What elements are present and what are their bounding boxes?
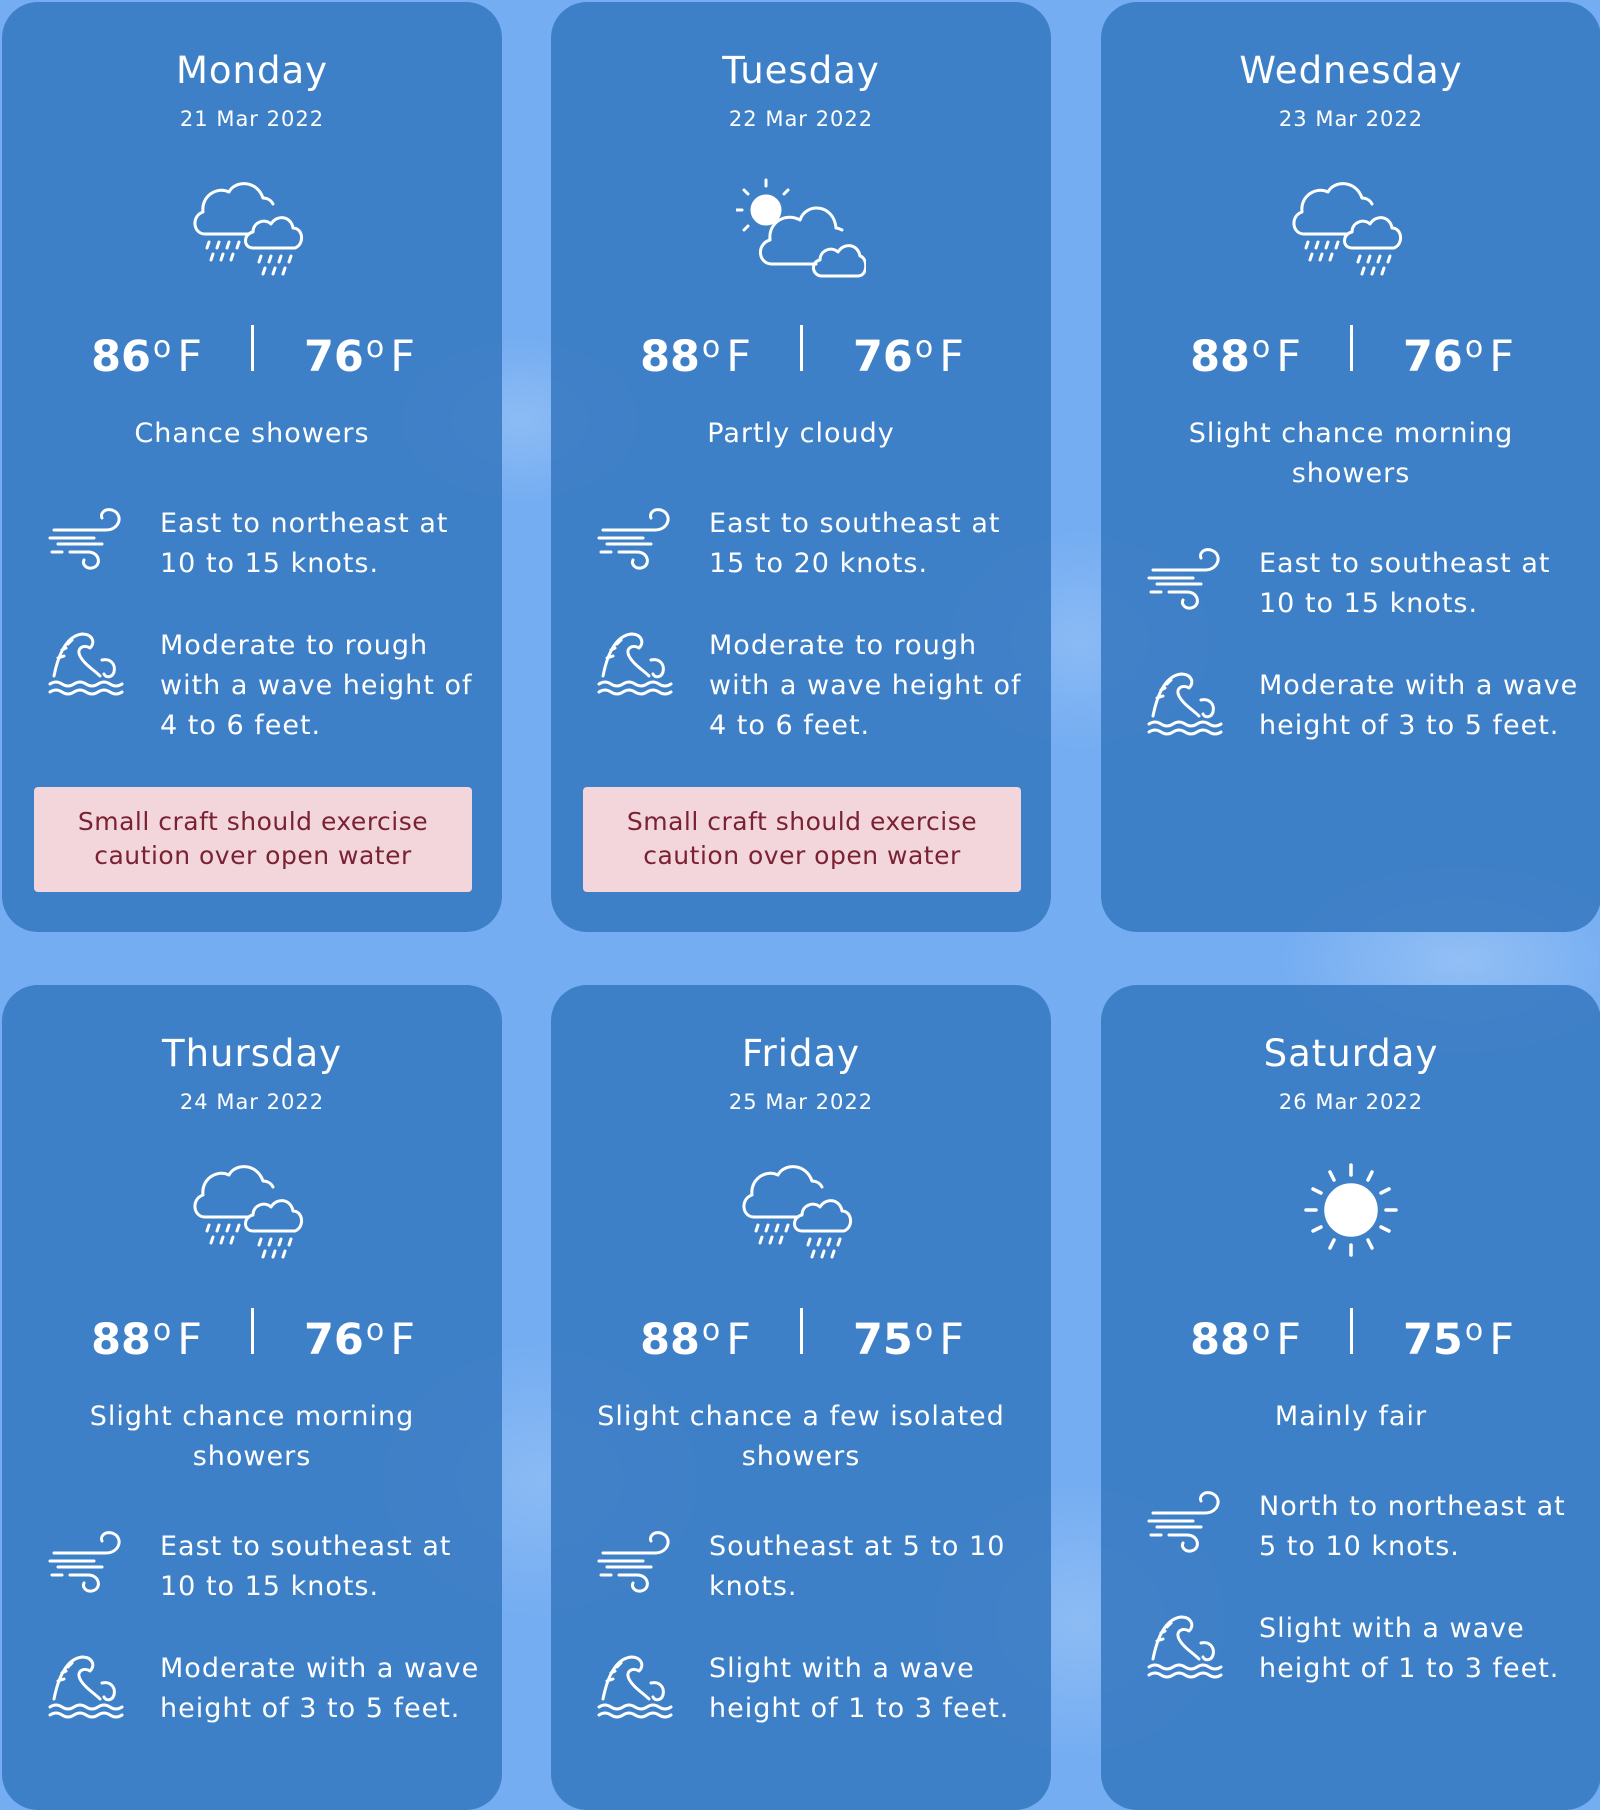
wind-icon [1147,1487,1225,1559]
forecast-card-thursday [2,985,502,1810]
wave-info [591,626,1031,741]
wave-text: Moderate with a wave height of 3 to 5 feet. [1259,670,1579,741]
temperature-range [551,1303,1051,1365]
forecast-date: 26 Mar 2022 [1278,1090,1424,1114]
day-name: Wednesday [1239,49,1463,92]
wind-text: East to southeast at 15 to 20 knots. [709,508,1001,579]
day-name: Friday [741,1032,861,1075]
condition-text: Mainly fair [1274,1401,1428,1432]
wind-info [1141,544,1581,644]
temperature-range [2,1303,502,1365]
temperature-range [551,320,1051,382]
wind-text: Southeast at 5 to 10 knots. [709,1531,1006,1602]
wind-text: North to northeast at 5 to 10 knots. [1259,1491,1566,1562]
wind-icon [48,1527,126,1599]
day-name: Thursday [161,1032,343,1075]
wave-text: Moderate with a wave height of 3 to 5 feet. [160,1653,480,1724]
wave-icon [48,626,126,698]
day-name: Tuesday [722,49,880,92]
temp-divider [1350,325,1353,371]
forecast-card-monday [2,2,502,932]
forecast-card-friday [551,985,1051,1810]
wind-icon [1147,544,1225,616]
wave-text: Slight with a wave height of 1 to 3 feet. [709,1653,1010,1724]
forecast-date: 21 Mar 2022 [179,107,325,131]
high-temp: 88$^o$ F [1190,330,1301,382]
condition-text: Slight chance morning showers [89,1401,415,1472]
wave-icon [597,1649,675,1721]
partly-cloudy-icon [736,172,866,282]
wind-text: East to northeast at 10 to 15 knots. [160,508,449,579]
wave-icon [1147,666,1225,738]
wave-text: Slight with a wave height of 1 to 3 feet. [1259,1613,1560,1684]
wave-icon [1147,1609,1225,1681]
low-temp: 76$^o$ F [1403,330,1514,382]
day-name: Monday [175,49,329,92]
wave-icon [597,626,675,698]
temperature-range [2,320,502,382]
rain-cloud-icon [187,1155,317,1265]
small-craft-advisory: Small craft should exercise caution over open water [583,787,1021,892]
wave-text: Moderate to rough with a wave height of 4 to 6 feet. [709,630,1022,741]
forecast-card-wednesday [1101,2,1600,932]
wave-info [591,1649,1031,1749]
rain-cloud-icon [187,172,317,282]
temp-divider [800,325,803,371]
high-temp: 88$^o$ F [640,1313,751,1365]
wind-icon [48,504,126,576]
wind-icon [597,1527,675,1599]
temperature-range [1101,320,1600,382]
low-temp: 76$^o$ F [304,330,415,382]
temp-divider [800,1308,803,1354]
wave-info [1141,666,1581,766]
wind-text: East to southeast at 10 to 15 knots. [1259,548,1551,619]
low-temp: 76$^o$ F [853,330,964,382]
wave-text: Moderate to rough with a wave height of 4 to 6 feet. [160,630,473,741]
high-temp: 86$^o$ F [91,330,202,382]
wind-icon [597,504,675,576]
forecast-date: 23 Mar 2022 [1278,107,1424,131]
temp-divider [1350,1308,1353,1354]
wave-icon [48,1649,126,1721]
wind-info [591,1527,1031,1627]
low-temp: 75$^o$ F [853,1313,964,1365]
temp-divider [251,1308,254,1354]
small-craft-advisory: Small craft should exercise caution over open water [34,787,472,892]
forecast-card-tuesday [551,2,1051,932]
wave-info [42,1649,482,1749]
wind-text: East to southeast at 10 to 15 knots. [160,1531,452,1602]
wind-info [42,504,482,604]
rain-cloud-icon [1286,172,1416,282]
temp-divider [251,325,254,371]
day-name: Saturday [1263,1032,1439,1075]
forecast-date: 25 Mar 2022 [728,1090,874,1114]
wind-info [591,504,1031,604]
temperature-range [1101,1303,1600,1365]
forecast-date: 22 Mar 2022 [728,107,874,131]
condition-text: Slight chance a few isolated showers [597,1401,1005,1472]
rain-cloud-icon [736,1155,866,1265]
high-temp: 88$^o$ F [91,1313,202,1365]
condition-text: Chance showers [134,418,370,449]
high-temp: 88$^o$ F [1190,1313,1301,1365]
sun-icon [1286,1155,1416,1265]
wind-info [42,1527,482,1627]
condition-text: Partly cloudy [707,418,895,449]
low-temp: 75$^o$ F [1403,1313,1514,1365]
forecast-date: 24 Mar 2022 [179,1090,325,1114]
high-temp: 88$^o$ F [640,330,751,382]
wave-info [1141,1609,1581,1709]
wind-info [1141,1487,1581,1587]
low-temp: 76$^o$ F [304,1313,415,1365]
forecast-card-saturday [1101,985,1600,1810]
condition-text: Slight chance morning showers [1188,418,1514,489]
wave-info [42,626,482,741]
